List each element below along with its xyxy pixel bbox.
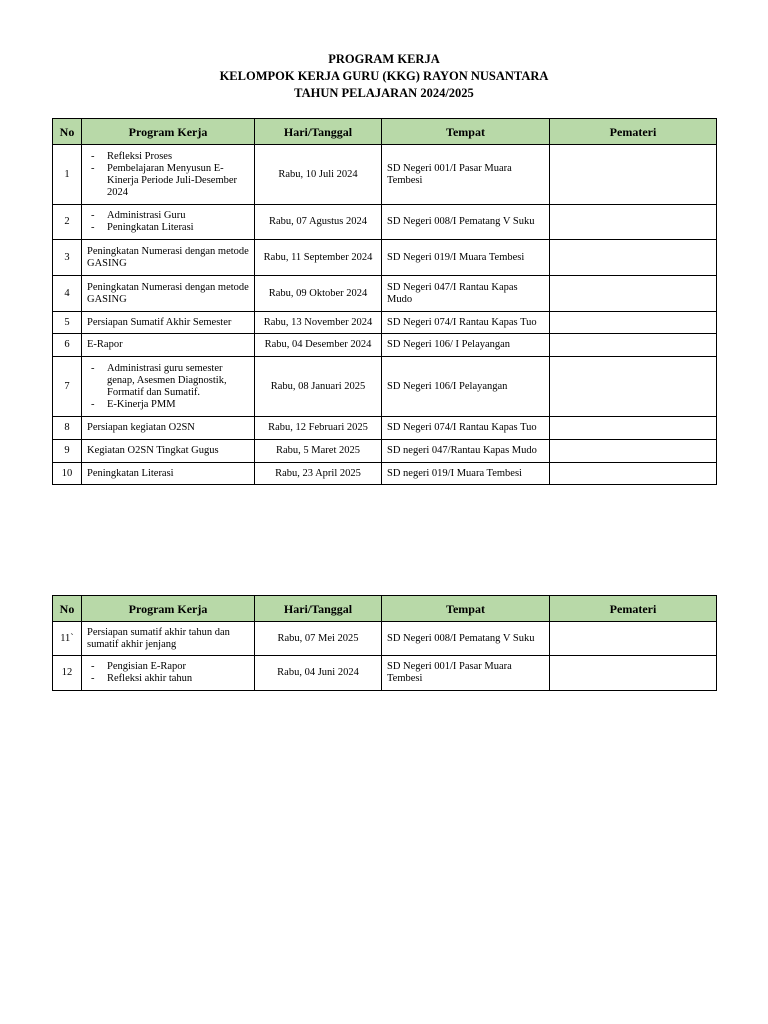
- header-speaker: Pemateri: [550, 119, 717, 145]
- cell-no: 5: [53, 312, 82, 334]
- cell-no: 12: [53, 656, 82, 691]
- program-item: - Administrasi Guru: [89, 210, 249, 222]
- header-program: Program Kerja: [82, 596, 255, 622]
- program-item: - Peningkatan Literasi: [89, 222, 249, 234]
- cell-no: 9: [53, 440, 82, 463]
- table-row: [53, 312, 717, 334]
- cell-place: SD negeri 047/Rantau Kapas Mudo: [382, 440, 550, 463]
- cell-program: Persiapan Sumatif Akhir Semester: [82, 312, 255, 334]
- table-row: [53, 334, 717, 357]
- table-header-row: [53, 119, 717, 145]
- cell-no: 11`: [53, 622, 82, 656]
- cell-date: Rabu, 08 Januari 2025: [255, 357, 382, 417]
- cell-speaker: [550, 312, 717, 334]
- title-line-2: KELOMPOK KERJA GURU (KKG) RAYON NUSANTARA: [219, 69, 549, 83]
- cell-date: Rabu, 09 Oktober 2024: [255, 276, 382, 312]
- cell-date: Rabu, 04 Juni 2024: [255, 656, 382, 691]
- cell-speaker: [550, 334, 717, 357]
- cell-no: 10: [53, 463, 82, 485]
- program-item: - Refleksi akhir tahun: [89, 673, 249, 685]
- cell-no: 8: [53, 417, 82, 440]
- table-row: [53, 240, 717, 276]
- cell-place: SD Negeri 106/ I Pelayangan: [382, 334, 550, 357]
- table-row: [53, 417, 717, 440]
- cell-speaker: [550, 240, 717, 276]
- cell-place: SD Negeri 008/I Pematang V Suku: [382, 205, 550, 240]
- cell-speaker: [550, 145, 717, 205]
- cell-date: Rabu, 07 Agustus 2024: [255, 205, 382, 240]
- cell-no: 6: [53, 334, 82, 357]
- cell-speaker: [550, 205, 717, 240]
- work-program-table-2: [52, 595, 717, 691]
- title-line-1: PROGRAM KERJA: [328, 52, 440, 66]
- cell-place: SD Negeri 019/I Muara Tembesi: [382, 240, 550, 276]
- program-item-list: [87, 661, 249, 685]
- cell-place: SD Negeri 047/I Rantau Kapas Mudo: [382, 276, 550, 312]
- cell-speaker: [550, 440, 717, 463]
- title-line-3: TAHUN PELAJARAN 2024/2025: [294, 86, 474, 100]
- program-item: - Pembelajaran Menyusun E-Kinerja Periode Juli-Desember 2024: [89, 163, 249, 199]
- cell-program: [82, 357, 255, 417]
- cell-date: Rabu, 07 Mei 2025: [255, 622, 382, 656]
- table-row: [53, 276, 717, 312]
- cell-place: SD Negeri 074/I Rantau Kapas Tuo: [382, 417, 550, 440]
- cell-speaker: [550, 357, 717, 417]
- header-place: Tempat: [382, 119, 550, 145]
- header-speaker: Pemateri: [550, 596, 717, 622]
- program-item-list: [87, 151, 249, 199]
- table-row: [53, 440, 717, 463]
- program-item: - Refleksi Proses: [89, 151, 249, 163]
- cell-place: SD negeri 019/I Muara Tembesi: [382, 463, 550, 485]
- table-row: [53, 656, 717, 691]
- cell-date: Rabu, 13 November 2024: [255, 312, 382, 334]
- header-place: Tempat: [382, 596, 550, 622]
- cell-date: Rabu, 10 Juli 2024: [255, 145, 382, 205]
- cell-no: 4: [53, 276, 82, 312]
- cell-place: SD Negeri 074/I Rantau Kapas Tuo: [382, 312, 550, 334]
- table-body: [53, 622, 717, 691]
- cell-program: Kegiatan O2SN Tingkat Gugus: [82, 440, 255, 463]
- program-item-list: [87, 210, 249, 234]
- cell-program: Peningkatan Literasi: [82, 463, 255, 485]
- cell-program: Peningkatan Numerasi dengan metode GASING: [82, 240, 255, 276]
- table-row: [53, 145, 717, 205]
- cell-date: Rabu, 23 April 2025: [255, 463, 382, 485]
- cell-program: Persiapan kegiatan O2SN: [82, 417, 255, 440]
- cell-program: [82, 205, 255, 240]
- cell-place: SD Negeri 106/I Pelayangan: [382, 357, 550, 417]
- header-date: Hari/Tanggal: [255, 119, 382, 145]
- cell-program: [82, 656, 255, 691]
- cell-place: SD Negeri 008/I Pematang V Suku: [382, 622, 550, 656]
- header-date: Hari/Tanggal: [255, 596, 382, 622]
- cell-place: SD Negeri 001/I Pasar Muara Tembesi: [382, 656, 550, 691]
- table-row: [53, 357, 717, 417]
- table-body: [53, 145, 717, 485]
- table-row: [53, 205, 717, 240]
- cell-speaker: [550, 276, 717, 312]
- cell-speaker: [550, 417, 717, 440]
- cell-no: 7: [53, 357, 82, 417]
- cell-program: [82, 145, 255, 205]
- header-no: No: [53, 119, 82, 145]
- table-header-row: [53, 596, 717, 622]
- program-item: - E-Kinerja PMM: [89, 399, 249, 411]
- table-row: [53, 622, 717, 656]
- cell-speaker: [550, 656, 717, 691]
- cell-date: Rabu, 12 Februari 2025: [255, 417, 382, 440]
- header-no: No: [53, 596, 82, 622]
- cell-date: Rabu, 04 Desember 2024: [255, 334, 382, 357]
- cell-program: Persiapan sumatif akhir tahun dan sumatif akhir jenjang: [82, 622, 255, 656]
- cell-speaker: [550, 463, 717, 485]
- cell-date: Rabu, 5 Maret 2025: [255, 440, 382, 463]
- cell-date: Rabu, 11 September 2024: [255, 240, 382, 276]
- cell-no: 3: [53, 240, 82, 276]
- work-program-table-1: [52, 118, 717, 485]
- cell-no: 1: [53, 145, 82, 205]
- program-item-list: [87, 363, 249, 411]
- cell-program: E-Rapor: [82, 334, 255, 357]
- table-row: [53, 463, 717, 485]
- header-program: Program Kerja: [82, 119, 255, 145]
- program-item: - Administrasi guru semester genap, Asesmen Diagnostik, Formatif dan Sumatif.: [89, 363, 249, 399]
- cell-speaker: [550, 622, 717, 656]
- document-title: [0, 51, 768, 102]
- cell-no: 2: [53, 205, 82, 240]
- program-item: - Pengisian E-Rapor: [89, 661, 249, 673]
- cell-place: SD Negeri 001/I Pasar Muara Tembesi: [382, 145, 550, 205]
- cell-program: Peningkatan Numerasi dengan metode GASING: [82, 276, 255, 312]
